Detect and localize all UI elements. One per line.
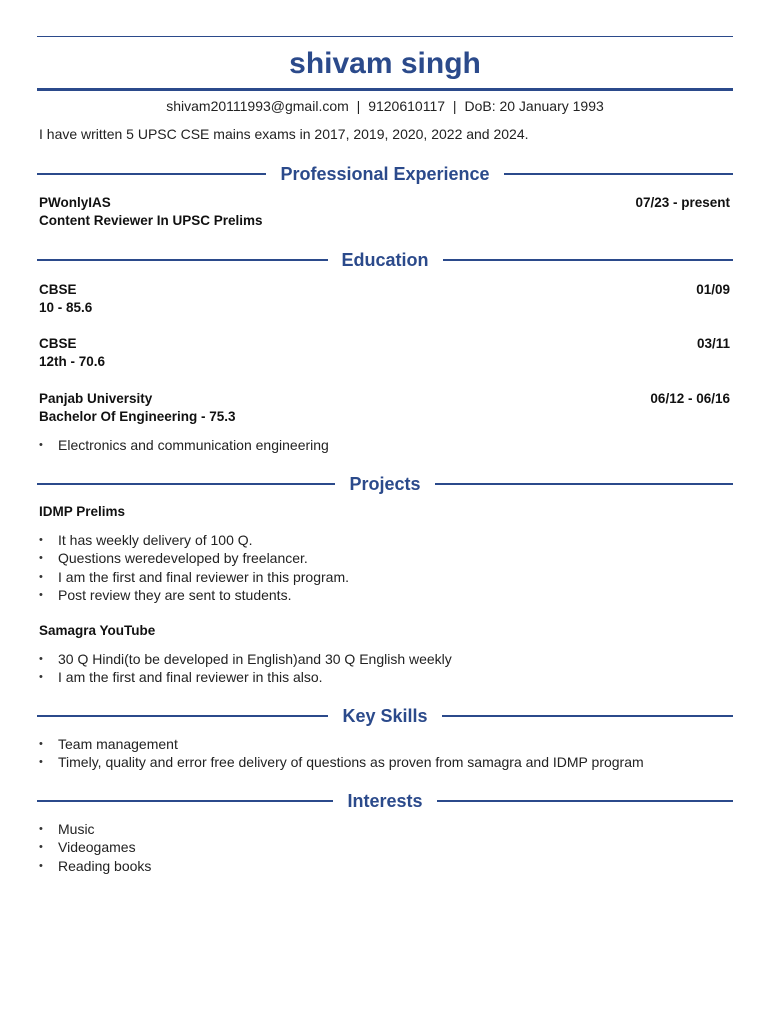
section-title: Education xyxy=(341,249,429,270)
entry-date: 06/12 - 06/16 xyxy=(650,391,730,406)
education-detail: Bachelor Of Engineering - 75.3 xyxy=(39,409,236,424)
email[interactable]: shivam20111993@gmail.com xyxy=(166,98,349,114)
candidate-name: shivam singh xyxy=(289,47,481,80)
education-entry xyxy=(39,390,730,426)
section-rule xyxy=(37,173,266,175)
education-detail: 12th - 70.6 xyxy=(39,354,106,369)
section-title: Interests xyxy=(347,790,423,811)
list-item: • Electronics and communication engineering xyxy=(39,436,730,454)
date-of-birth: DoB: 20 January 1993 xyxy=(464,98,604,114)
project-entry xyxy=(39,503,730,521)
section-rule xyxy=(437,800,733,802)
entry-date: 03/11 xyxy=(696,336,730,351)
section-rule xyxy=(442,715,733,717)
list-item: • Timely, quality and error free delivery of questions as proven from samagra and IDMP program xyxy=(39,753,730,771)
section-title: Projects xyxy=(349,473,421,494)
project-bullets xyxy=(39,531,730,604)
education-entry xyxy=(39,335,730,371)
list-item: • Videogames xyxy=(39,838,730,856)
section-rule xyxy=(37,715,328,717)
list-item: • 30 Q Hindi(to be developed in English)and 30 Q English weekly xyxy=(39,650,730,668)
institution: CBSE xyxy=(39,282,77,297)
project-name: IDMP Prelims xyxy=(39,504,126,519)
project-entry xyxy=(39,622,730,640)
section-rule xyxy=(435,483,733,485)
institution: CBSE xyxy=(39,336,77,351)
experience-entry xyxy=(39,194,730,230)
education-detail: 10 - 85.6 xyxy=(39,300,93,315)
separator: | xyxy=(452,98,457,114)
education-bullets xyxy=(39,436,730,454)
employer: PWonlyIAS xyxy=(39,195,111,210)
list-item: • It has weekly delivery of 100 Q. xyxy=(39,531,730,549)
project-name: Samagra YouTube xyxy=(39,623,156,638)
section-experience xyxy=(37,162,733,186)
separator: | xyxy=(356,98,361,114)
top-divider xyxy=(37,36,733,37)
interests-bullets xyxy=(39,820,730,875)
name-divider xyxy=(37,88,733,91)
contact-line xyxy=(37,98,733,114)
section-rule xyxy=(37,800,333,802)
section-rule xyxy=(37,259,328,261)
section-skills xyxy=(37,704,733,728)
section-rule xyxy=(37,483,335,485)
list-item: • Team management xyxy=(39,735,730,753)
project-bullets xyxy=(39,650,730,687)
list-item: • I am the first and final reviewer in this also. xyxy=(39,668,730,686)
phone[interactable]: 9120610117 xyxy=(368,98,446,114)
skills-bullets xyxy=(39,735,730,772)
institution: Panjab University xyxy=(39,391,153,406)
list-item: • Post review they are sent to students. xyxy=(39,586,730,604)
list-item: • Music xyxy=(39,820,730,838)
entry-date: 07/23 - present xyxy=(635,195,730,210)
list-item: • Questions weredeveloped by freelancer. xyxy=(39,549,730,567)
entry-date: 01/09 xyxy=(696,282,730,297)
job-role: Content Reviewer In UPSC Prelims xyxy=(39,213,263,228)
section-title: Key Skills xyxy=(342,705,428,726)
section-interests xyxy=(37,789,733,813)
list-item: • I am the first and final reviewer in this program. xyxy=(39,568,730,586)
education-entry xyxy=(39,281,730,317)
section-projects xyxy=(37,472,733,496)
section-rule xyxy=(443,259,734,261)
section-title: Professional Experience xyxy=(280,163,490,184)
summary: I have written 5 UPSC CSE mains exams in 2017, 2019, 2020, 2022 and 2024. xyxy=(39,126,529,142)
section-education xyxy=(37,248,733,272)
list-item: • Reading books xyxy=(39,857,730,875)
section-rule xyxy=(504,173,733,175)
